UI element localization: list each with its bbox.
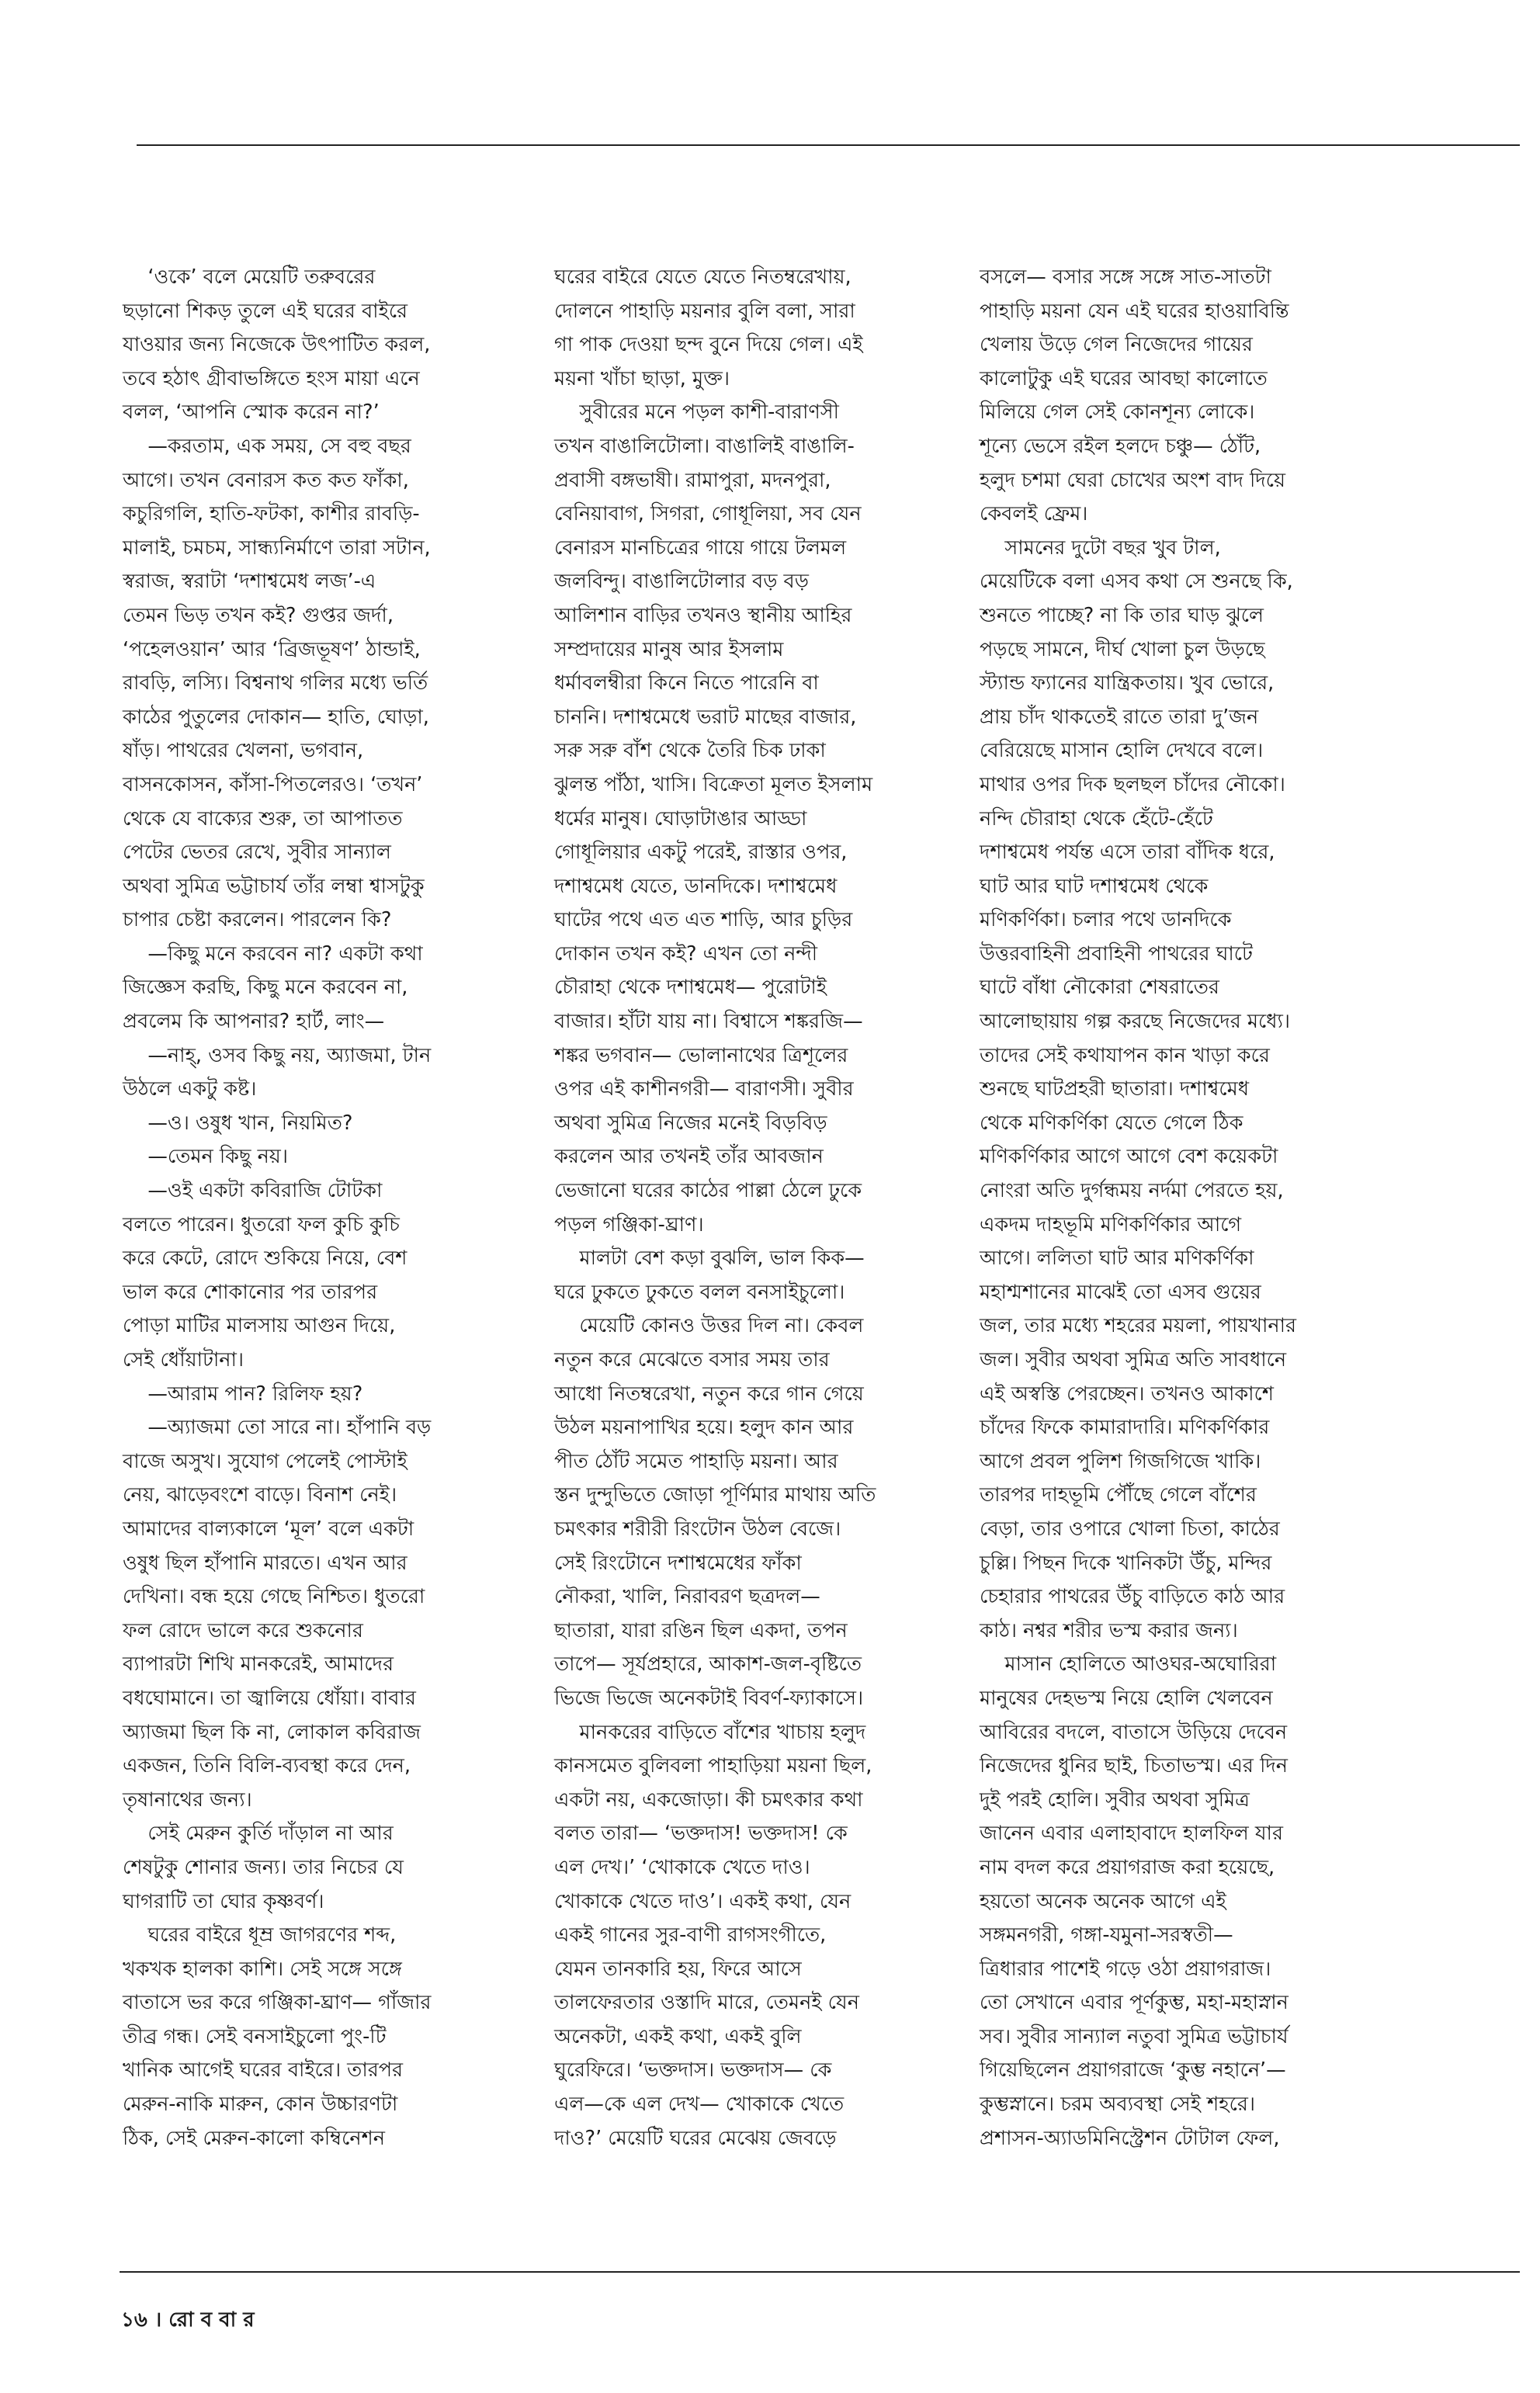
- text-line: করলেন আর তখনই তাঁর আবজান: [554, 1145, 824, 1169]
- text-line: ঠিক, সেই মেরুন-কালো কম্বিনেশন: [123, 2126, 385, 2150]
- text-line: স্ট্যান্ড ফ্যানের যান্ত্রিকতায়। খুব ভোরে,: [980, 671, 1275, 695]
- text-line: জানেন এবার এলাহাবাদে হালফিল যার: [980, 1822, 1283, 1846]
- text-line: —ও। ওষুধ খান, নিয়মিত?: [123, 1111, 353, 1135]
- text-line: বেড়া, তার ওপারে খোলা চিতা, কাঠের: [980, 1517, 1280, 1541]
- text-line: শূন্যে ভেসে রইল হলদে চঞ্চু— ঠোঁট,: [980, 434, 1261, 458]
- text-line: মহাশ্মশানের মাঝেই তো এসব গুয়ের: [980, 1280, 1261, 1304]
- text-line: শেষটুকু শোনার জন্য। তার নিচের যে: [123, 1855, 404, 1879]
- text-line: বেনিয়াবাগ, সিগরা, গোধূলিয়া, সব যেন: [554, 502, 862, 526]
- text-line: ব্যাপারটা শিখি মানকরেই, আমাদের: [123, 1653, 394, 1677]
- text-line: চৌরাহা থেকে দশাশ্বমেধ— পুরোটাই: [554, 976, 827, 1000]
- text-line: শুনছে ঘাটপ্রহরী ছাতারা। দশাশ্বমেধ: [980, 1077, 1250, 1101]
- text-line: ঘরে ঢুকতে ঢুকতে বলল বনসাইচুলো।: [554, 1280, 845, 1304]
- text-line: ‘ওকে’ বলে মেয়েটি তরুবরের: [123, 265, 376, 289]
- text-line: কেবলই ফ্রেম।: [980, 502, 1088, 526]
- text-line: নোংরা অতি দুর্গন্ধময় নর্দমা পেরতে হয়,: [980, 1179, 1284, 1203]
- text-line: ফল রোদে ভালে করে শুকনোর: [123, 1618, 363, 1642]
- text-line: মণিকর্ণিকার আগে আগে বেশ কয়েকটা: [980, 1145, 1278, 1169]
- text-line: এল দেখ।’ ‘খোকাকে খেতে দাও।: [554, 1855, 810, 1879]
- text-line: একজন, তিনি বিলি-ব্যবস্থা করে দেন,: [123, 1754, 411, 1778]
- text-line: সেই ধোঁয়াটানা।: [123, 1348, 245, 1372]
- text-line: সব। সুবীর সান্যাল নতুবা সুমিত্র ভট্টাচার্য: [980, 2024, 1289, 2048]
- text-line: ‘পহেলওয়ান’ আর ‘ব্রিজভূষণ’ ঠান্ডাই,: [123, 637, 421, 661]
- text-line: নৌকরা, খালি, নিরাবরণ ছত্রদল—: [554, 1585, 820, 1609]
- text-line: করে কেটে, রোদে শুকিয়ে নিয়ে, বেশ: [123, 1247, 408, 1271]
- text-line: বলত তারা— ‘ভক্তদাস! ভক্তদাস! কে: [554, 1822, 848, 1846]
- column-2: [554, 261, 919, 2155]
- text-line: তালফেরতার ওস্তাদি মারে, তেমনই যেন: [554, 1991, 859, 2015]
- text-line: বেরিয়েছে মাসান হোলি দেখবে বলে।: [980, 739, 1264, 763]
- text-line: —তেমন কিছু নয়।: [123, 1145, 288, 1169]
- text-line: মাথার ওপর দিক ছলছল চাঁদের নৌকো।: [980, 772, 1285, 796]
- text-line: ভেজানো ঘরের কাঠের পাল্লা ঠেলে ঢুকে: [554, 1179, 862, 1203]
- text-line: ঘরের বাইরে ধূম্র জাগরণের শব্দ,: [123, 1923, 397, 1947]
- text-line: মাসান হোলিতে আওঘর-অঘোরিরা: [980, 1653, 1277, 1677]
- text-line: শুনতে পাচ্ছে? না কি তার ঘাড় ঝুলে: [980, 603, 1264, 627]
- text-line: আগে। তখন বেনারস কত কত ফাঁকা,: [123, 468, 409, 492]
- text-line: ঘুরেফিরে। ‘ভক্তদাস। ভক্তদাস— কে: [554, 2058, 832, 2083]
- page-number: ১৬: [121, 2308, 147, 2332]
- text-line: ধর্মের মানুষ। ঘোড়াটাঙার আড্ডা: [554, 806, 807, 831]
- text-line: দশাশ্বমেধ যেতে, ডানদিকে। দশাশ্বমেধ: [554, 874, 838, 898]
- text-line: দুই পরই হোলি। সুবীর অথবা সুমিত্র: [980, 1788, 1250, 1812]
- text-line: দোকান তখন কই? এখন তো নন্দী: [554, 942, 818, 966]
- text-line: মানুষের দেহভস্ম নিয়ে হোলি খেলবেন: [980, 1686, 1273, 1710]
- text-line: জিজ্ঞেস করছি, কিছু মনে করবেন না,: [123, 976, 408, 1000]
- text-line: খানিক আগেই ঘরের বাইরে। তারপর: [123, 2058, 404, 2083]
- text-line: বাজে অসুখ। সুযোগ পেলেই পোস্টাই: [123, 1449, 408, 1473]
- text-line: স্বরাজ, স্বরাটা ‘দশাশ্বমেধ লজ’-এ: [123, 570, 376, 594]
- text-line: মালটা বেশ কড়া বুঝলি, ভাল কিক—: [554, 1247, 865, 1271]
- text-line: ঘাটের পথে এত এত শাড়ি, আর চুড়ির: [554, 908, 853, 932]
- text-line: ওষুধ ছিল হাঁপানি মারতে। এখন আর: [123, 1551, 408, 1575]
- text-line: তেমন ভিড় তখন কই? গুপ্তর জর্দা,: [123, 603, 394, 627]
- text-line: মেয়েটিকে বলা এসব কথা সে শুনছে কি,: [980, 570, 1293, 594]
- text-line: যেমন তানকারি হয়, ফিরে আসে: [554, 1957, 802, 1981]
- text-line: চুল্লি। পিছন দিকে খানিকটা উঁচু, মন্দির: [980, 1551, 1272, 1575]
- text-line: সেই মেরুন কুর্তি দাঁড়াল না আর: [123, 1822, 394, 1846]
- text-line: —আরাম পান? রিলিফ হয়?: [123, 1382, 363, 1406]
- text-line: বসলে— বসার সঙ্গে সঙ্গে সাত-সাতটা: [980, 265, 1271, 289]
- text-line: চমৎকার শরীরী রিংটোন উঠল বেজে।: [554, 1517, 841, 1541]
- text-line: জল। সুবীর অথবা সুমিত্র অতি সাবধানে: [980, 1348, 1287, 1372]
- text-line: কালোটুকু এই ঘরের আবছা কালোতে: [980, 366, 1268, 390]
- text-line: খেলায় উড়ে গেল নিজেদের গায়ের: [980, 333, 1253, 357]
- text-line: সরু সরু বাঁশ থেকে তৈরি চিক ঢাকা: [554, 739, 826, 763]
- text-line: একই গানের সুর-বাণী রাগসংগীতে,: [554, 1923, 827, 1947]
- text-line: ছাতারা, যারা রঙিন ছিল একদা, তপন: [554, 1618, 848, 1642]
- text-line: তীব্র গন্ধ। সেই বনসাইচুলো পুং-টি: [123, 2024, 387, 2048]
- text-line: —কিছু মনে করবেন না? একটা কথা: [123, 942, 423, 966]
- text-line: অথবা সুমিত্র নিজের মনেই বিড়বিড়: [554, 1111, 827, 1135]
- text-line: হলুদ চশমা ঘেরা চোখের অংশ বাদ দিয়ে: [980, 468, 1285, 492]
- text-line: সম্প্রদায়ের মানুষ আর ইসলাম: [554, 637, 784, 661]
- text-line: উঠলে একটু কষ্ট।: [123, 1077, 257, 1101]
- text-line: গিয়েছিলেন প্রয়াগরাজে ‘কুম্ভ নহানে’—: [980, 2058, 1286, 2083]
- column-3: [980, 261, 1344, 2155]
- text-line: মণিকর্ণিকা। চলার পথে ডানদিকে: [980, 908, 1232, 932]
- text-line: বলল, ‘আপনি স্মোক করেন না?’: [123, 401, 380, 425]
- text-line: তবে হঠাৎ গ্রীবাভঙ্গিতে হংস মায়া এনে: [123, 366, 420, 390]
- bottom-rule: [120, 2271, 1520, 2273]
- text-line: খোকাকে খেতে দাও’। একই কথা, যেন: [554, 1889, 852, 1913]
- text-line: প্রবাসী বঙ্গভাষী। রামাপুরা, মদনপুরা,: [554, 468, 831, 492]
- text-line: ঘাগরাটি তা ঘোর কৃষ্ণবর্ণ।: [123, 1889, 324, 1913]
- text-line: বাতাসে ভর করে গঞ্জিকা-ঘ্রাণ— গাঁজার: [123, 1991, 432, 2015]
- text-line: ওপর এই কাশীনগরী— বারাণসী। সুবীর: [554, 1077, 854, 1101]
- text-line: চাননি। দশাশ্বমেধে ভরাট মাছের বাজার,: [554, 705, 857, 729]
- text-line: মালাই, চমচম, সান্ধ্যনির্মাণে তারা সটান,: [123, 536, 431, 560]
- text-line: এল—কে এল দেখ— খোকাকে খেতে: [554, 2093, 845, 2117]
- text-line: তারপর দাহভূমি পৌঁছে গেলে বাঁশের: [980, 1483, 1257, 1507]
- text-line: নতুন করে মেঝেতে বসার সময় তার: [554, 1348, 830, 1372]
- text-line: —অ্যাজমা তো সারে না। হাঁপানি বড়: [123, 1416, 432, 1440]
- text-line: একদম দাহভূমি মণিকর্ণিকার আগে: [980, 1212, 1242, 1236]
- text-line: মানকরের বাড়িতে বাঁশের খাচায় হলুদ: [554, 1720, 866, 1744]
- text-line: থেকে যে বাক্যের শুরু, তা আপাতত: [123, 806, 403, 831]
- text-line: শঙ্কর ভগবান— ভোলানাথের ত্রিশূলের: [554, 1043, 848, 1067]
- text-line: ত্রিধারার পাশেই গড়ে ওঠা প্রয়াগরাজ।: [980, 1957, 1271, 1981]
- text-line: কচুরিগলি, হাতি-ফটকা, কাশীর রাবড়ি-: [123, 502, 420, 526]
- text-line: পেটের ভেতর রেখে, সুবীর সান্যাল: [123, 841, 391, 865]
- text-line: উঠল ময়নাপাখির হয়ে। হলুদ কান আর: [554, 1416, 854, 1440]
- text-line: তাপে— সূর্যপ্রহারে, আকাশ-জল-বৃষ্টিতে: [554, 1653, 862, 1677]
- text-line: বেনারস মানচিত্রের গায়ে গায়ে টলমল: [554, 536, 847, 560]
- text-line: চেহারার পাথরের উঁচু বাড়িতে কাঠ আর: [980, 1585, 1285, 1609]
- text-line: ষাঁড়। পাথরের খেলনা, ভগবান,: [123, 739, 364, 763]
- page-footer: [121, 2304, 255, 2338]
- text-line: চাঁদের ফিকে কামারাদারি। মণিকর্ণিকার: [980, 1416, 1270, 1440]
- text-line: কানসমেত বুলিবলা পাহাড়িয়া ময়না ছিল,: [554, 1754, 872, 1778]
- text-line: সামনের দুটো বছর খুব টাল,: [980, 536, 1221, 560]
- text-line: সঙ্গমনগরী, গঙ্গা-যমুনা-সরস্বতী—: [980, 1923, 1233, 1947]
- top-rule: [137, 144, 1520, 146]
- text-line: প্রায় চাঁদ থাকতেই রাতে তারা দু’জন: [980, 705, 1259, 729]
- text-line: অ্যাজমা ছিল কি না, লোকাল কবিরাজ: [123, 1720, 421, 1744]
- text-line: নেয়, ঝাড়েবংশে বাড়ে। বিনাশ নেই।: [123, 1483, 397, 1507]
- text-line: প্রশাসন-অ্যাডমিনিস্ট্রেশন টোটাল ফেল,: [980, 2126, 1280, 2150]
- text-line: বাসনকোসন, কাঁসা-পিতলেরও। ‘তখন’: [123, 772, 423, 796]
- text-line: জলবিন্দু। বাঙালিটোলার বড় বড়: [554, 570, 809, 594]
- text-line: নন্দি চৌরাহা থেকে হেঁটে-হেঁটে: [980, 806, 1213, 831]
- text-line: ধর্মাবলম্বীরা কিনে নিতে পারেনি বা: [554, 671, 819, 695]
- text-line: হয়তো অনেক অনেক আগে এই: [980, 1889, 1226, 1913]
- text-line: থেকে মণিকর্ণিকা যেতে গেলে ঠিক: [980, 1111, 1243, 1135]
- text-line: দেখিনা। বন্ধ হয়ে গেছে নিশ্চিত। ধুতরো: [123, 1585, 425, 1609]
- text-line: তখন বাঙালিটোলা। বাঙালিই বাঙালি-: [554, 434, 855, 458]
- text-line: রাবড়ি, লস্যি। বিশ্বনাথ গলির মধ্যে ভর্তি: [123, 671, 428, 695]
- text-line: মিলিয়ে গেল সেই কোনশূন্য লোকে।: [980, 401, 1255, 425]
- text-line: সেই রিংটোনে দশাশ্বমেধের ফাঁকা: [554, 1551, 802, 1575]
- text-line: অথবা সুমিত্র ভট্টাচার্য তাঁর লম্বা শ্বাসটুকু: [123, 874, 425, 898]
- column-1: [123, 261, 487, 2155]
- text-line: আধো নিতম্বরেখা, নতুন করে গান গেয়ে: [554, 1382, 864, 1406]
- text-line: আলোছায়ায় গল্প করছে নিজেদের মধ্যে।: [980, 1010, 1291, 1034]
- text-line: তো সেখানে এবার পূর্ণকুম্ভ, মহা-মহাস্নান: [980, 1991, 1289, 2015]
- text-line: অনেকটা, একই কথা, একই বুলি: [554, 2024, 802, 2048]
- text-line: স্তন দুন্দুভিতে জোড়া পূর্ণিমার মাথায় অতি: [554, 1483, 876, 1507]
- text-line: পড়ছে সামনে, দীর্ঘ খোলা চুল উড়ছে: [980, 637, 1265, 661]
- text-line: তাদের সেই কথাযাপন কান খাড়া করে: [980, 1043, 1270, 1067]
- text-line: —নাহ্, ওসব কিছু নয়, অ্যাজমা, টান: [123, 1043, 432, 1067]
- text-line: মেরুন-নাকি মারুন, কোন উচ্চারণটা: [123, 2093, 398, 2117]
- text-line: আলিশান বাড়ির তখনও স্থানীয় আহির: [554, 603, 852, 627]
- text-line: কুম্ভস্নানে। চরম অব্যবস্থা সেই শহরে।: [980, 2093, 1255, 2117]
- text-line: বধঘোমানে। তা জ্বালিয়ে ধোঁয়া। বাবার: [123, 1686, 416, 1710]
- text-line: পড়ল গঞ্জিকা-ঘ্রাণ।: [554, 1212, 704, 1236]
- section-name: রো ব বা র: [168, 2308, 255, 2332]
- text-line: পীত ঠোঁট সমেত পাহাড়ি ময়না। আর: [554, 1449, 838, 1473]
- text-line: কাঠ। নশ্বর শরীর ভস্ম করার জন্য।: [980, 1618, 1238, 1642]
- text-line: গা পাক দেওয়া ছন্দ বুনে দিয়ে গেল। এই: [554, 333, 863, 357]
- text-line: এই অস্বস্তি পেরচ্ছেন। তখনও আকাশে: [980, 1382, 1274, 1406]
- text-line: ভিজে ভিজে অনেকটাই বিবর্ণ-ফ্যাকাসে।: [554, 1686, 864, 1710]
- text-line: নিজেদের ধুনির ছাই, চিতাভস্ম। এর দিন: [980, 1754, 1288, 1778]
- text-line: কাঠের পুতুলের দোকান— হাতি, ঘোড়া,: [123, 705, 429, 729]
- text-line: ঘরের বাইরে যেতে যেতে নিতম্বরেখায়,: [554, 265, 852, 289]
- text-line: জল, তার মধ্যে শহরের ময়লা, পায়খানার: [980, 1314, 1297, 1338]
- text-line: মেয়েটি কোনও উত্তর দিল না। কেবল: [554, 1314, 864, 1338]
- text-line: চাপার চেষ্টা করলেন। পারলেন কি?: [123, 908, 392, 932]
- text-line: ঘাটে বাঁধা নৌকোরা শেষরাতের: [980, 976, 1219, 1000]
- text-line: —করতাম, এক সময়, সে বহু বছর: [123, 434, 411, 458]
- text-line: বলতে পারেন। ধুতরো ফল কুচি কুচি: [123, 1212, 400, 1236]
- text-line: পোড়া মাটির মালসায় আগুন দিয়ে,: [123, 1314, 396, 1338]
- text-line: —ওই একটা কবিরাজি টোটকা: [123, 1179, 383, 1203]
- text-line: দাও?’ মেয়েটি ঘরের মেঝেয় জেবড়ে: [554, 2126, 837, 2150]
- text-line: দোলনে পাহাড়ি ময়নার বুলি বলা, সারা: [554, 299, 855, 323]
- text-line: পাহাড়ি ময়না যেন এই ঘরের হাওয়াবিন্তি: [980, 299, 1289, 323]
- text-line: গোধূলিয়ার একটু পরেই, রাস্তার ওপর,: [554, 841, 848, 865]
- text-line: সুবীরের মনে পড়ল কাশী-বারাণসী: [554, 401, 839, 425]
- text-line: আগে প্রবল পুলিশ গিজগিজে খাকি।: [980, 1449, 1261, 1473]
- text-line: উত্তরবাহিনী প্রবাহিনী পাথরের ঘাটে: [980, 942, 1253, 966]
- text-line: আবিরের বদলে, বাতাসে উড়িয়ে দেবেন: [980, 1720, 1288, 1744]
- text-line: ছড়ানো শিকড় তুলে এই ঘরের বাইরে: [123, 299, 408, 323]
- text-line: ঘাট আর ঘাট দশাশ্বমেধ থেকে: [980, 874, 1209, 898]
- text-line: আগে। ললিতা ঘাট আর মণিকর্ণিকা: [980, 1247, 1254, 1271]
- text-line: ভাল করে শোকানোর পর তারপর: [123, 1280, 378, 1304]
- text-line: আমাদের বাল্যকালে ‘মূল’ বলে একটা: [123, 1517, 414, 1541]
- text-line: ঝুলন্ত পাঁঠা, খাসি। বিক্রেতা মূলত ইসলাম: [554, 772, 873, 796]
- text-line: তৃষানাথের জন্য।: [123, 1788, 252, 1812]
- text-line: একটা নয়, একজোড়া। কী চমৎকার কথা: [554, 1788, 863, 1812]
- text-line: খকখক হালকা কাশি। সেই সঙ্গে সঙ্গে: [123, 1957, 402, 1981]
- text-line: ময়না খাঁচা ছাড়া, মুক্ত।: [554, 366, 730, 390]
- text-line: যাওয়ার জন্য নিজেকে উৎপাটিত করল,: [123, 333, 431, 357]
- text-line: প্রবলেম কি আপনার? হার্ট, লাং—: [123, 1010, 385, 1034]
- text-line: নাম বদল করে প্রয়াগরাজ করা হয়েছে,: [980, 1855, 1275, 1879]
- text-line: বাজার। হাঁটা যায় না। বিশ্বাসে শঙ্করজি—: [554, 1010, 863, 1034]
- text-line: দশাশ্বমেধ পর্যন্ত এসে তারা বাঁদিক ধরে,: [980, 841, 1275, 865]
- footer-separator: ।: [154, 2308, 162, 2332]
